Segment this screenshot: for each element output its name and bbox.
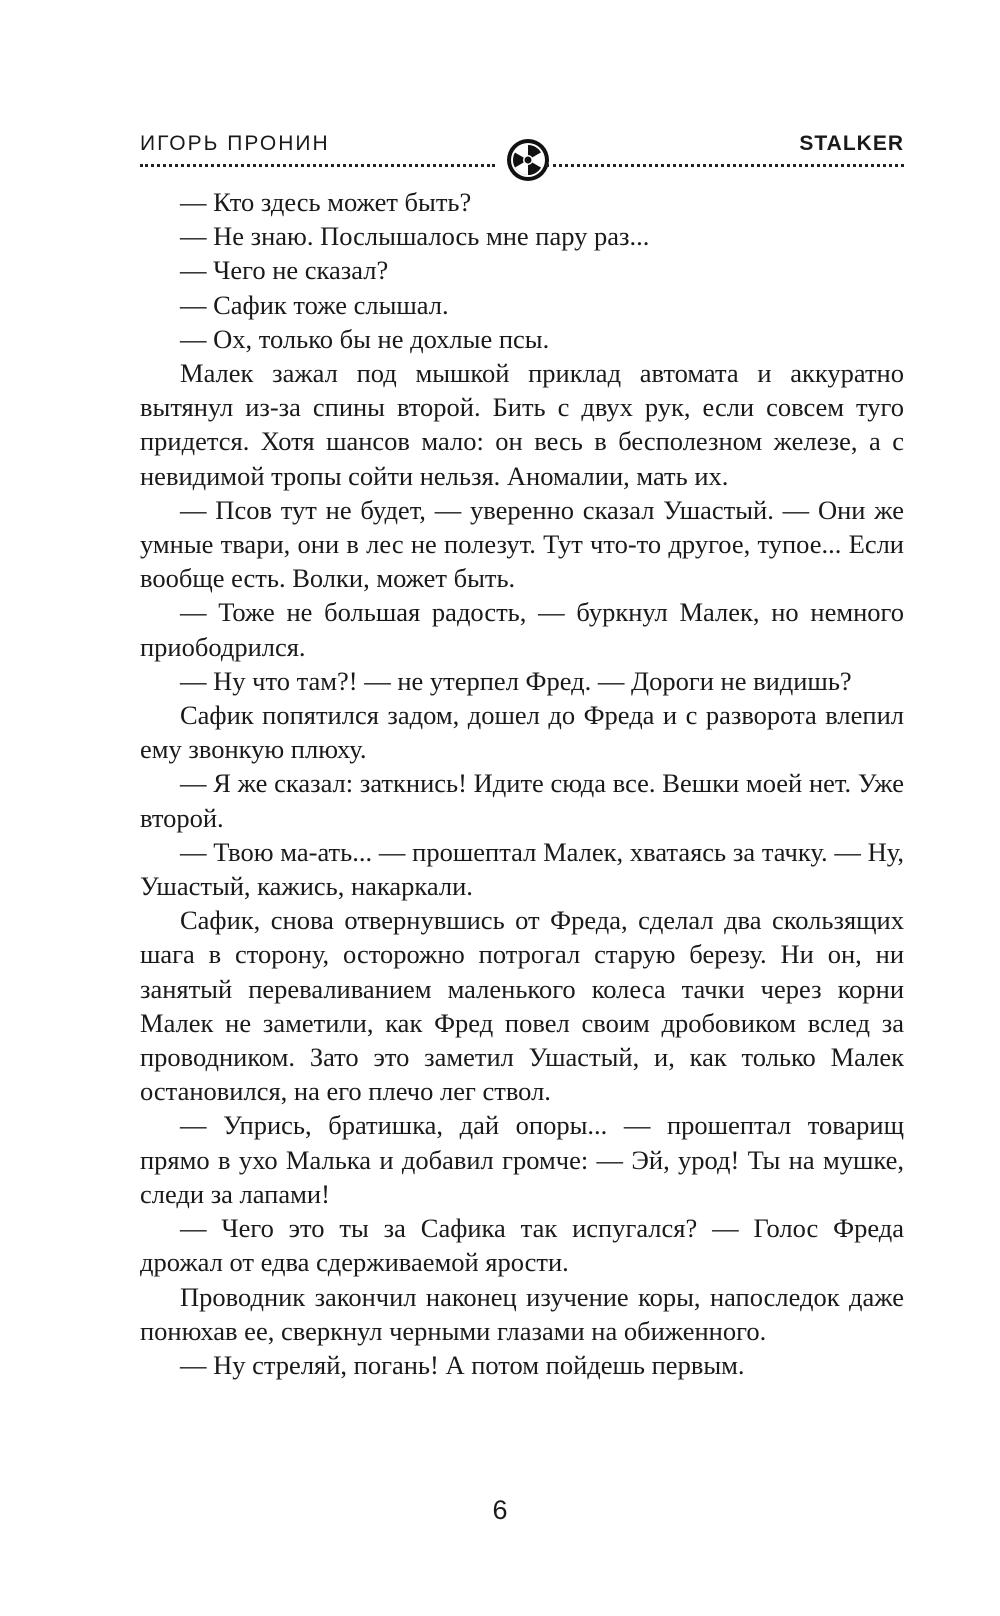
paragraph: Сафик, снова отвернувшись от Фреда, сделал два скользящих шага в сторону, осторожно потрогал старую березу. Ни он, ни занятый переваливанием маленького колеса тачки через корни Малек не заметили, как Фред повел своим дробовиком вслед за проводником. Зато это заметил Ушастый, и, как только Малек остановился, на его плечо лег ствол. — [140, 905, 904, 1107]
paragraph: Сафик попятился задом, дошел до Фреда и с разворота влепил ему звонкую плюху. — [140, 700, 904, 765]
paragraph: — Сафик тоже слышал. — [180, 289, 449, 320]
paragraph: — Чего это ты за Сафика так испугался? — Голос Фреда дрожал от едва сдерживаемой ярости. — [140, 1213, 904, 1278]
paragraph: — Я же сказал: заткнись! Идите сюда все. Вешки моей нет. Уже второй. — [140, 768, 904, 833]
running-header-author: ИГОРЬ ПРОНИН — [140, 132, 330, 155]
paragraph: — Чего не сказал? — [180, 255, 389, 286]
running-header — [140, 132, 904, 172]
paragraph: — Твою ма-ать... — прошептал Малек, хватаясь за тачку. — Ну, Ушастый, кажись, накаркали. — [140, 836, 904, 902]
paragraph: Малек зажал под мышкой приклад автомата и аккуратно вытянул из-за спины второй. Бить с двух рук, если совсем туго придется. Хотя шансов мало: он весь в бесполезном железе, а с невидимой тропы сойти нельзя. Аномалии, мать их. — [140, 358, 904, 491]
page-number: 6 — [492, 1495, 508, 1525]
header-dotted-rule-left — [140, 164, 495, 167]
paragraph: — Псов тут не будет, — уверенно сказал Ушастый. — Они же умные твари, они в лес не полезут. Тут что-то другое, тупое... Если вообще есть. Волки, может быть. — [140, 494, 904, 594]
paragraph: — Ох, только бы не дохлые псы. — [180, 323, 550, 354]
paragraph: Проводник закончил наконец изучение коры, напоследок даже понюхав ее, сверкнул черными глазами на обиженного. — [140, 1281, 904, 1346]
paragraph: — Не знаю. Послышалось мне пару раз... — [180, 221, 650, 252]
paragraph: — Ну стреляй, погань! А потом пойдешь первым. — [180, 1349, 745, 1380]
paragraph: — Упрись, братишка, дай опоры... — прошептал товарищ прямо в ухо Малька и добавил громче: — Эй, урод! Ты на мушке, следи за лапами! — [140, 1110, 904, 1209]
paragraph: — Кто здесь может быть? — [180, 187, 472, 217]
header-dotted-rule-right — [546, 164, 904, 167]
radiation-icon — [506, 138, 550, 182]
paragraph: — Тоже не большая радость, — буркнул Малек, но немного приободрился. — [140, 597, 904, 662]
running-header-series: STALKER — [799, 132, 904, 155]
paragraph: — Ну что там?! — не утерпел Фред. — Дороги не видишь? — [180, 665, 852, 696]
body-text — [140, 185, 904, 1382]
